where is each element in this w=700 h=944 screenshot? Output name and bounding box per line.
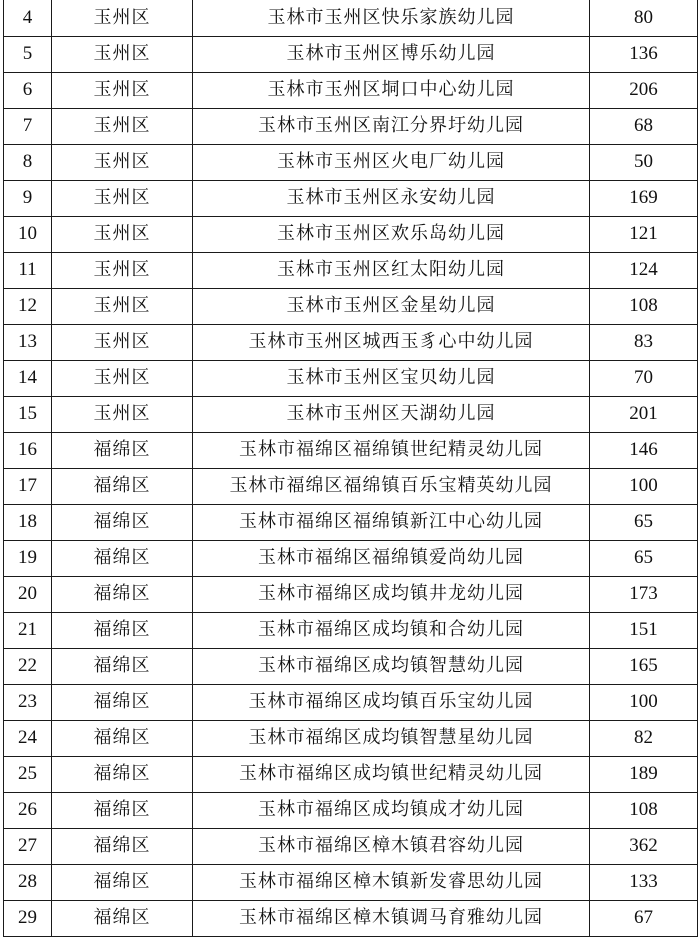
kindergarten-name-cell: 玉林市玉州区欢乐岛幼儿园 bbox=[193, 216, 590, 252]
row-number-cell: 7 bbox=[4, 108, 52, 144]
count-cell: 65 bbox=[590, 504, 698, 540]
count-cell: 50 bbox=[590, 144, 698, 180]
kindergarten-name-cell: 玉林市玉州区垌口中心幼儿园 bbox=[193, 72, 590, 108]
table-row bbox=[4, 864, 698, 900]
count-cell: 165 bbox=[590, 648, 698, 684]
kindergarten-name-cell: 玉林市玉州区金星幼儿园 bbox=[193, 288, 590, 324]
count-cell: 121 bbox=[590, 216, 698, 252]
district-cell: 玉州区 bbox=[52, 252, 193, 288]
district-cell: 玉州区 bbox=[52, 108, 193, 144]
count-cell: 67 bbox=[590, 900, 698, 936]
row-number-cell: 18 bbox=[4, 504, 52, 540]
district-cell: 玉州区 bbox=[52, 36, 193, 72]
district-cell: 玉州区 bbox=[52, 396, 193, 432]
district-cell: 福绵区 bbox=[52, 900, 193, 936]
table-row bbox=[4, 792, 698, 828]
district-cell: 玉州区 bbox=[52, 288, 193, 324]
kindergarten-name-cell: 玉林市福绵区成均镇成才幼儿园 bbox=[193, 792, 590, 828]
row-number-cell: 26 bbox=[4, 792, 52, 828]
district-cell: 玉州区 bbox=[52, 180, 193, 216]
count-cell: 189 bbox=[590, 756, 698, 792]
count-cell: 206 bbox=[590, 72, 698, 108]
row-number-cell: 19 bbox=[4, 540, 52, 576]
count-cell: 65 bbox=[590, 540, 698, 576]
count-cell: 108 bbox=[590, 288, 698, 324]
table-row bbox=[4, 396, 698, 432]
table-row bbox=[4, 72, 698, 108]
district-cell: 福绵区 bbox=[52, 684, 193, 720]
table-row bbox=[4, 900, 698, 936]
table-row bbox=[4, 720, 698, 756]
row-number-cell: 17 bbox=[4, 468, 52, 504]
kindergarten-name-cell: 玉林市福绵区樟木镇调马育雅幼儿园 bbox=[193, 900, 590, 936]
district-cell: 玉州区 bbox=[52, 72, 193, 108]
row-number-cell: 22 bbox=[4, 648, 52, 684]
table-row bbox=[4, 540, 698, 576]
district-cell: 玉州区 bbox=[52, 324, 193, 360]
kindergarten-name-cell: 玉林市福绵区福绵镇百乐宝精英幼儿园 bbox=[193, 468, 590, 504]
row-number-cell: 12 bbox=[4, 288, 52, 324]
kindergarten-name-cell: 玉林市玉州区城西玉豸心中幼儿园 bbox=[193, 324, 590, 360]
kindergarten-name-cell: 玉林市玉州区南江分界圩幼儿园 bbox=[193, 108, 590, 144]
district-cell: 福绵区 bbox=[52, 720, 193, 756]
table-row bbox=[4, 576, 698, 612]
table-row bbox=[4, 612, 698, 648]
row-number-cell: 29 bbox=[4, 900, 52, 936]
row-number-cell: 5 bbox=[4, 36, 52, 72]
row-number-cell: 8 bbox=[4, 144, 52, 180]
district-cell: 福绵区 bbox=[52, 576, 193, 612]
table-row bbox=[4, 252, 698, 288]
kindergarten-name-cell: 玉林市玉州区快乐家族幼儿园 bbox=[193, 0, 590, 36]
table-row bbox=[4, 144, 698, 180]
row-number-cell: 9 bbox=[4, 180, 52, 216]
row-number-cell: 24 bbox=[4, 720, 52, 756]
kindergarten-name-cell: 玉林市福绵区成均镇智慧星幼儿园 bbox=[193, 720, 590, 756]
table-row bbox=[4, 324, 698, 360]
row-number-cell: 27 bbox=[4, 828, 52, 864]
count-cell: 83 bbox=[590, 324, 698, 360]
table-row bbox=[4, 432, 698, 468]
row-number-cell: 20 bbox=[4, 576, 52, 612]
kindergarten-name-cell: 玉林市福绵区成均镇百乐宝幼儿园 bbox=[193, 684, 590, 720]
district-cell: 福绵区 bbox=[52, 504, 193, 540]
district-cell: 福绵区 bbox=[52, 864, 193, 900]
row-number-cell: 25 bbox=[4, 756, 52, 792]
kindergarten-name-cell: 玉林市玉州区红太阳幼儿园 bbox=[193, 252, 590, 288]
district-cell: 福绵区 bbox=[52, 756, 193, 792]
count-cell: 68 bbox=[590, 108, 698, 144]
district-cell: 玉州区 bbox=[52, 144, 193, 180]
table-row bbox=[4, 360, 698, 396]
kindergarten-name-cell: 玉林市玉州区火电厂幼儿园 bbox=[193, 144, 590, 180]
table-row bbox=[4, 108, 698, 144]
row-number-cell: 6 bbox=[4, 72, 52, 108]
count-cell: 108 bbox=[590, 792, 698, 828]
row-number-cell: 28 bbox=[4, 864, 52, 900]
kindergarten-name-cell: 玉林市玉州区永安幼儿园 bbox=[193, 180, 590, 216]
count-cell: 124 bbox=[590, 252, 698, 288]
count-cell: 151 bbox=[590, 612, 698, 648]
table-row bbox=[4, 288, 698, 324]
table-row bbox=[4, 684, 698, 720]
table-row bbox=[4, 756, 698, 792]
table-row bbox=[4, 0, 698, 36]
count-cell: 201 bbox=[590, 396, 698, 432]
count-cell: 146 bbox=[590, 432, 698, 468]
kindergarten-table-container bbox=[3, 0, 698, 944]
count-cell: 136 bbox=[590, 36, 698, 72]
kindergarten-name-cell: 玉林市福绵区成均镇世纪精灵幼儿园 bbox=[193, 756, 590, 792]
table-row bbox=[4, 504, 698, 540]
count-cell: 80 bbox=[590, 0, 698, 36]
row-number-cell: 13 bbox=[4, 324, 52, 360]
district-cell: 福绵区 bbox=[52, 828, 193, 864]
count-cell: 70 bbox=[590, 360, 698, 396]
district-cell: 福绵区 bbox=[52, 612, 193, 648]
row-number-cell: 15 bbox=[4, 396, 52, 432]
count-cell: 169 bbox=[590, 180, 698, 216]
table-row bbox=[4, 36, 698, 72]
row-number-cell: 21 bbox=[4, 612, 52, 648]
table-row bbox=[4, 648, 698, 684]
table-body bbox=[4, 0, 698, 936]
count-cell: 100 bbox=[590, 684, 698, 720]
table-row bbox=[4, 828, 698, 864]
kindergarten-name-cell: 玉林市福绵区成均镇井龙幼儿园 bbox=[193, 576, 590, 612]
district-cell: 玉州区 bbox=[52, 216, 193, 252]
count-cell: 173 bbox=[590, 576, 698, 612]
kindergarten-table bbox=[3, 0, 698, 937]
kindergarten-name-cell: 玉林市福绵区樟木镇君容幼儿园 bbox=[193, 828, 590, 864]
row-number-cell: 10 bbox=[4, 216, 52, 252]
row-number-cell: 23 bbox=[4, 684, 52, 720]
table-row bbox=[4, 180, 698, 216]
kindergarten-name-cell: 玉林市玉州区博乐幼儿园 bbox=[193, 36, 590, 72]
district-cell: 福绵区 bbox=[52, 540, 193, 576]
district-cell: 福绵区 bbox=[52, 792, 193, 828]
row-number-cell: 11 bbox=[4, 252, 52, 288]
kindergarten-name-cell: 玉林市福绵区成均镇和合幼儿园 bbox=[193, 612, 590, 648]
kindergarten-name-cell: 玉林市玉州区宝贝幼儿园 bbox=[193, 360, 590, 396]
kindergarten-name-cell: 玉林市福绵区福绵镇世纪精灵幼儿园 bbox=[193, 432, 590, 468]
table-row bbox=[4, 216, 698, 252]
district-cell: 福绵区 bbox=[52, 468, 193, 504]
count-cell: 362 bbox=[590, 828, 698, 864]
kindergarten-name-cell: 玉林市福绵区樟木镇新发睿思幼儿园 bbox=[193, 864, 590, 900]
table-row bbox=[4, 468, 698, 504]
kindergarten-name-cell: 玉林市福绵区福绵镇新江中心幼儿园 bbox=[193, 504, 590, 540]
count-cell: 82 bbox=[590, 720, 698, 756]
row-number-cell: 16 bbox=[4, 432, 52, 468]
district-cell: 玉州区 bbox=[52, 360, 193, 396]
row-number-cell: 4 bbox=[4, 0, 52, 36]
count-cell: 100 bbox=[590, 468, 698, 504]
kindergarten-name-cell: 玉林市玉州区天湖幼儿园 bbox=[193, 396, 590, 432]
row-number-cell: 14 bbox=[4, 360, 52, 396]
district-cell: 玉州区 bbox=[52, 0, 193, 36]
kindergarten-name-cell: 玉林市福绵区成均镇智慧幼儿园 bbox=[193, 648, 590, 684]
district-cell: 福绵区 bbox=[52, 648, 193, 684]
district-cell: 福绵区 bbox=[52, 432, 193, 468]
kindergarten-name-cell: 玉林市福绵区福绵镇爱尚幼儿园 bbox=[193, 540, 590, 576]
count-cell: 133 bbox=[590, 864, 698, 900]
